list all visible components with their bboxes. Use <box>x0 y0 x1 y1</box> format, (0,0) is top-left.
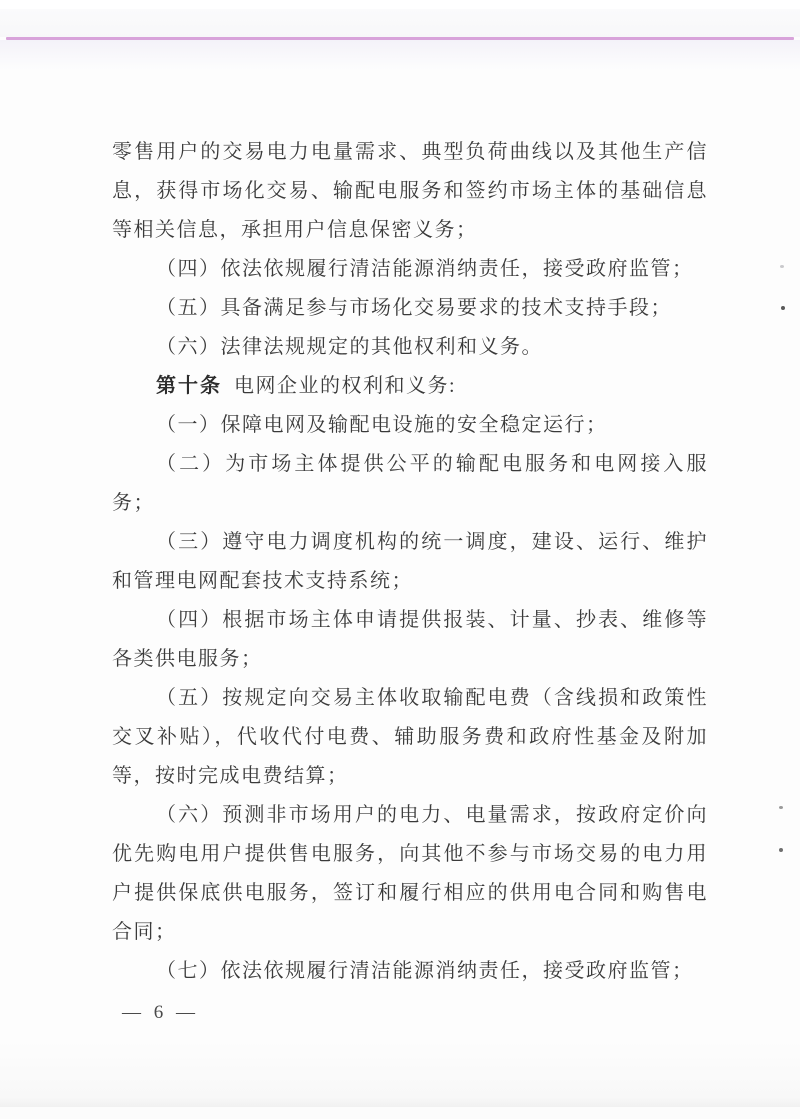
scan-top-band <box>0 9 800 37</box>
text-line: 优先购电用户提供售电服务，向其他不参与市场交易的电力用 <box>112 843 708 865</box>
text-line: 交叉补贴），代收代付电费、辅助服务费和政府性基金及附加 <box>112 726 708 748</box>
scan-artifact-dot <box>779 806 783 809</box>
article-number: 第十条 <box>156 375 222 397</box>
text-line: （六）预测非市场用户的电力、电量需求，按政府定价向 <box>156 804 708 826</box>
bottom-white-strip <box>0 1107 800 1119</box>
text-line: 等相关信息，承担用户信息保密义务； <box>112 219 478 241</box>
text-line: （一）保障电网及输配电设施的安全稳定运行； <box>156 414 608 436</box>
text-line: 合同； <box>112 921 177 943</box>
scan-artifact-dot <box>779 848 783 852</box>
scan-artifact-dot <box>781 306 785 310</box>
scan-artifact-dot <box>780 265 784 268</box>
scan-lavender-band <box>0 40 800 70</box>
text-line: 零售用户的交易电力电量需求、典型负荷曲线以及其他生产信 <box>112 141 708 163</box>
top-white-strip <box>0 0 800 9</box>
text-line: （六）法律法规规定的其他权利和义务。 <box>156 336 543 358</box>
text-line: （五）具备满足参与市场化交易要求的技术支持手段； <box>156 297 672 319</box>
article-heading <box>112 367 708 406</box>
page-number: — 6 — <box>122 1002 199 1023</box>
text-line: 户提供保底供电服务，签订和履行相应的供用电合同和购售电 <box>112 882 708 904</box>
text-line: （四）根据市场主体申请提供报装、计量、抄表、维修等 <box>156 609 708 631</box>
text-line: 各类供电服务； <box>112 648 263 670</box>
document-body <box>112 133 708 991</box>
text-line: 等，按时完成电费结算； <box>112 765 349 787</box>
text-line: 息，获得市场化交易、输配电服务和签约市场主体的基础信息 <box>112 180 708 202</box>
text-line: （四）依法依规履行清洁能源消纳责任，接受政府监管； <box>156 258 694 280</box>
text-line: 务； <box>112 492 155 514</box>
text-line: （三）遵守电力调度机构的统一调度，建设、运行、维护 <box>156 531 708 553</box>
scan-bottom-band <box>0 1040 800 1107</box>
text-line: （二）为市场主体提供公平的输配电服务和电网接入服 <box>156 453 708 475</box>
text-line: （七）依法依规履行清洁能源消纳责任，接受政府监管； <box>156 960 694 982</box>
text-line: 和管理电网配套技术支持系统； <box>112 570 413 592</box>
text-line: （五）按规定向交易主体收取输配电费（含线损和政策性 <box>156 687 708 709</box>
article-title: 电网企业的权利和义务: <box>234 375 457 397</box>
